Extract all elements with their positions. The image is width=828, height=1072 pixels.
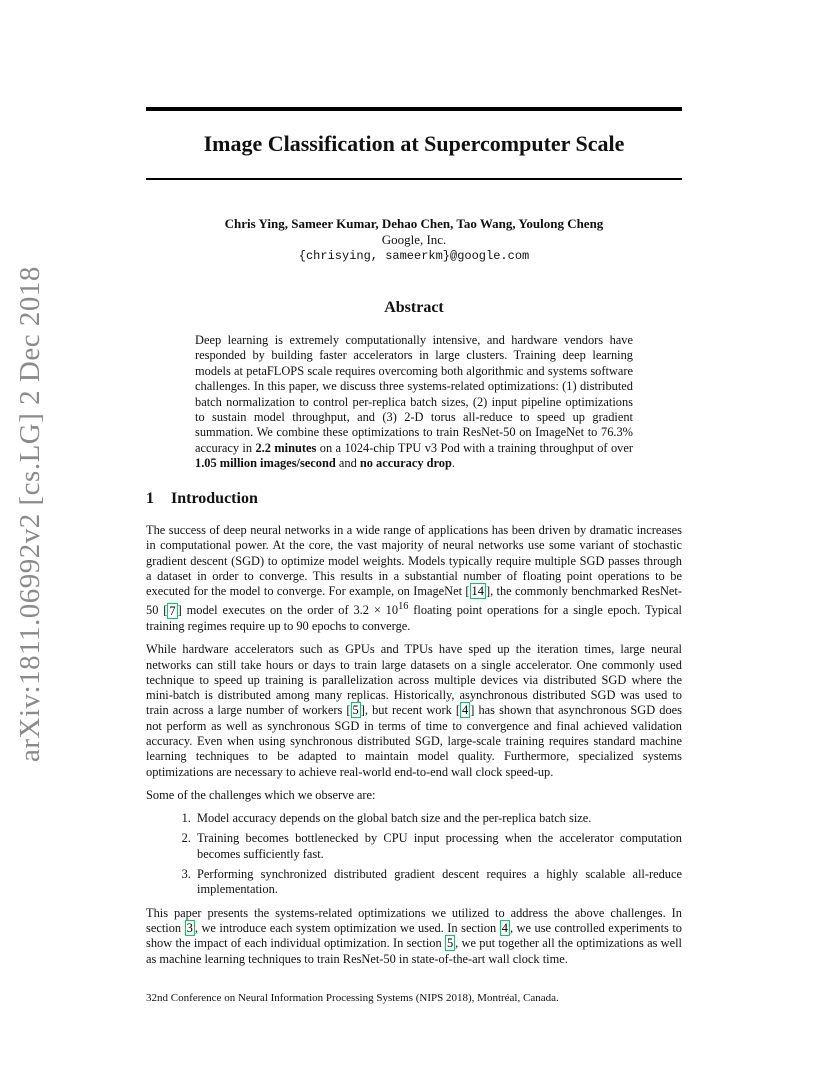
abstract-bold-time: 2.2 minutes	[255, 440, 317, 455]
list-item: 2. Training becomes bottlenecked by CPU input processing when the accelerator computation becomes sufficiently fast.	[194, 831, 682, 862]
list-item: 3. Performing synchronized distributed gradient descent requires a highly scalable all-reduce implementation.	[194, 867, 682, 898]
abstract-bold-accuracy: no accuracy drop	[359, 456, 452, 471]
abstract-heading: Abstract	[384, 299, 444, 316]
author-email: {chrisying, sameerkm}@google.com	[298, 249, 530, 263]
paragraph: The success of deep neural networks in a wide range of applications has been driven by dramatic increases in computational power. At the core, the vast majority of neural networks use some variant of stochastic gradient descent (SGD) to optimize model weights. Models typically require multiple SGD passes through a dataset in order to converge. This results in a substantial number of floating point operations to be executed for the model to converge. For example, on ImageNet [ 14 ], the commonly benchmarked ResNet-50 [ 7 ] model executes on the order of $3.2 \times 10^{16}$ floating point operations for a single epoch. Typical training regimes require up to 90 epochs to converge.	[146, 523, 683, 633]
title-top-rule	[146, 107, 682, 111]
abstract-bold-throughput: 1.05 million images/second	[195, 456, 336, 471]
paper-title: Image Classification at Supercomputer Scale	[203, 131, 625, 156]
challenges-list	[146, 811, 682, 897]
arxiv-stamp: arXiv:1811.06992v2 [cs.LG] 2 Dec 2018	[14, 266, 46, 762]
section-ref-link[interactable]: 4	[501, 920, 508, 935]
abstract-text: Deep learning is extremely computationally intensive, and hardware vendors have responded by building faster accelerators in large clusters. Training deep learning models at petaFLOPS scale requires overcoming both algorithmic and systems software challenges. In this paper, we discuss three systems-related optimizations: (1) distributed batch normalization to control per-replica batch sizes, (2) input pipeline optimizations to sustain model throughput, and (3) 2-D torus all-reduce to speed up gradient summation. We combine these optimizations to train ResNet-50 on ImageNet to 76.3% accuracy in 2.2 minutes on a 1024-chip TPU v3 Pod with a training throughput of over 1.05 million images/second and no accuracy drop.	[195, 333, 633, 471]
citation-link[interactable]: 5	[352, 703, 359, 718]
section-number: 1	[146, 490, 154, 507]
conference-footnote: 32nd Conference on Neural Information Processing Systems (NIPS 2018), Montréal, Canada.	[146, 992, 559, 1004]
citation-link[interactable]: 14	[471, 584, 484, 599]
paragraph: While hardware accelerators such as GPUs and TPUs have sped up the iteration times, large neural networks can still take hours or days to train large datasets on a single accelerator. One commonly used technique to speed up training is parallelization across multiple devices via distributed SGD where the mini-batch is distributed among many replicas. Historically, asynchronous distributed SGD was used to train across a large number of workers [ 5 ], but recent work [ 4 ] has shown that asynchronous SGD does not perform as well as synchronous SGD in terms of time to convergence and final achieved validation accuracy. Even when using synchronous distributed SGD, large-scale training requires standard machine learning techniques to be adapted to maintain model quality. Furthermore, specialized systems optimizations are necessary to achieve real-world end-to-end wall clock speed-up.	[146, 642, 682, 779]
author-affiliation: Google, Inc.	[381, 232, 447, 247]
section-title: Introduction	[171, 490, 258, 507]
paragraph: This paper presents the systems-related optimizations we utilized to address the above challenges. In section 3 , we introduce each system optimization we used. In section 4 , we use controlled experiments to show the impact of each individual optimization. In section 5 , we put together all the optimizations as well as machine learning techniques to train ResNet-50 in state-of-the-art wall clock time.	[146, 905, 683, 966]
author-names: Chris Ying, Sameer Kumar, Dehao Chen, Tao Wang, Youlong Cheng	[224, 216, 604, 231]
introduction-body	[146, 523, 682, 975]
section-ref-link[interactable]: 3	[186, 920, 193, 935]
section-heading-introduction	[146, 489, 258, 509]
paragraph: Some of the challenges which we observe are:	[146, 787, 376, 802]
title-bottom-rule	[146, 178, 682, 180]
list-item: 1. Model accuracy depends on the global batch size and the per-replica batch size.	[194, 811, 682, 826]
citation-link[interactable]: 7	[169, 603, 176, 618]
superscript: 16	[398, 601, 409, 613]
author-block	[146, 216, 682, 264]
citation-link[interactable]: 4	[462, 703, 469, 718]
section-ref-link[interactable]: 5	[446, 936, 454, 951]
